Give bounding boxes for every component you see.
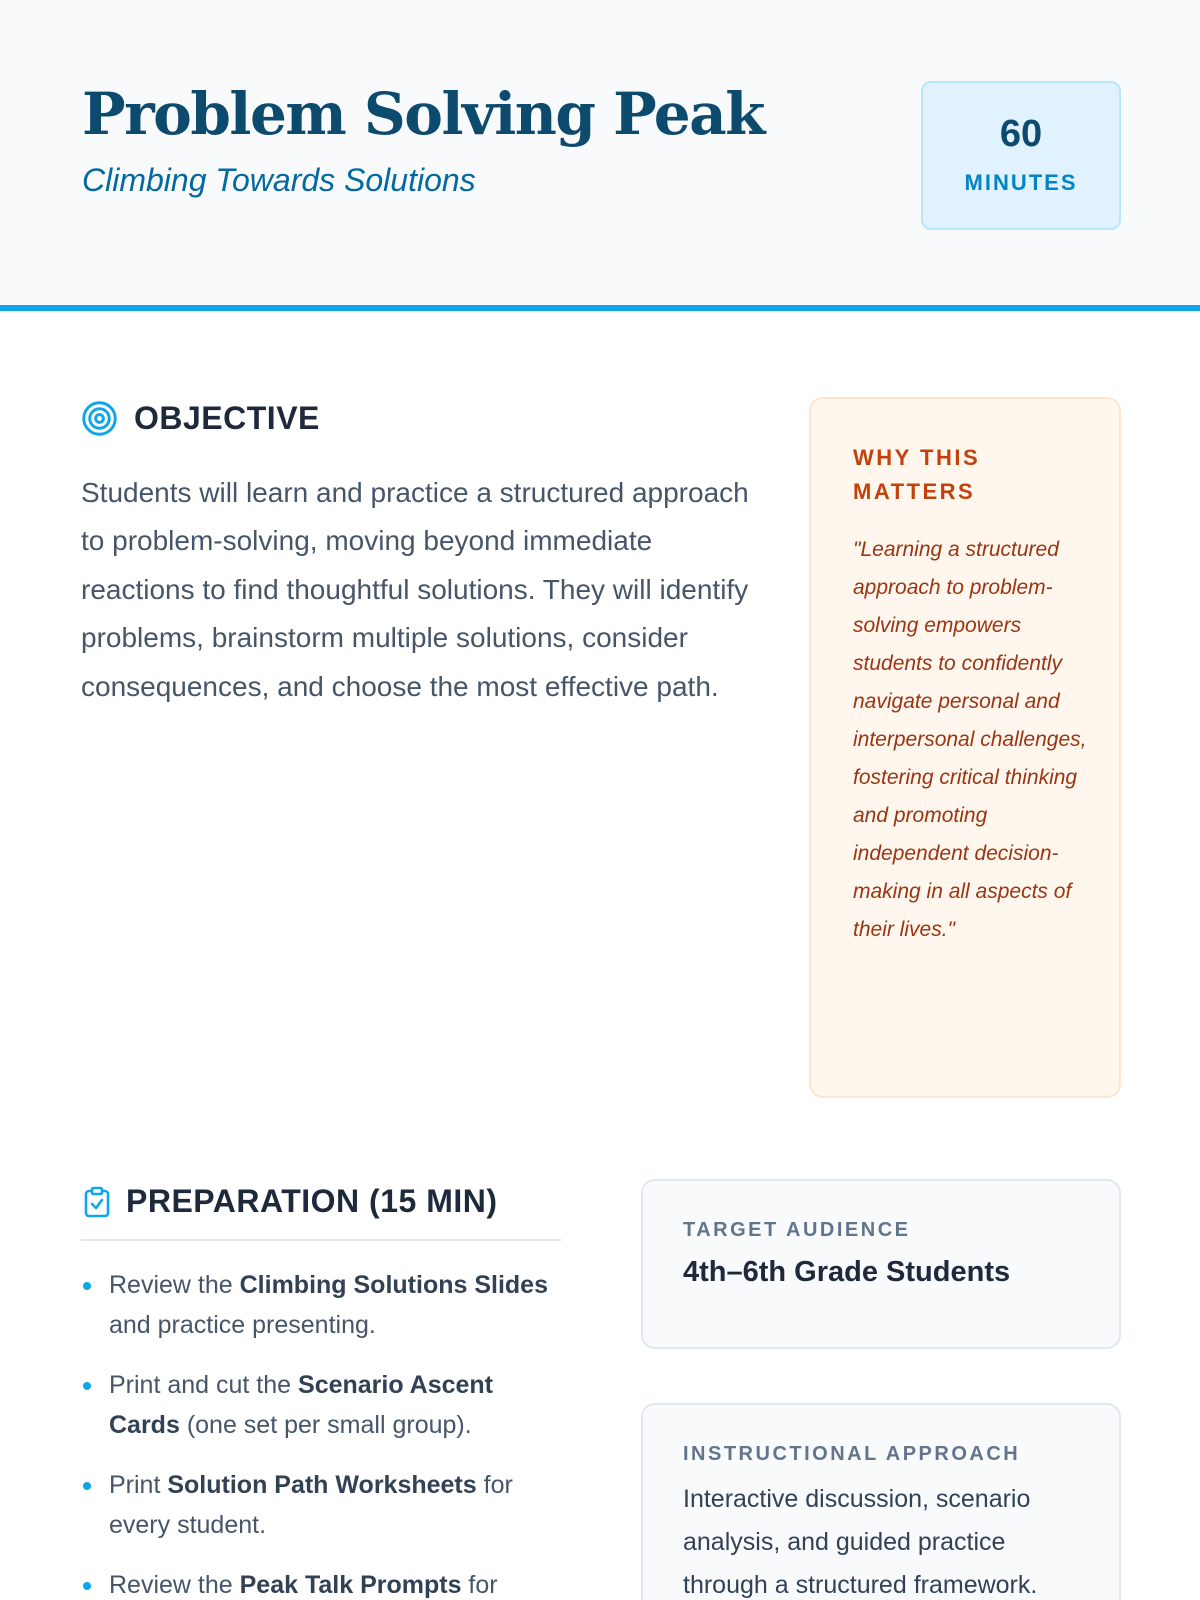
target-audience-value: 4th–6th Grade Students <box>683 1256 1011 1288</box>
duration-value: 60 <box>999 113 1043 155</box>
list-item: Review the Climbing Solutions Slides and practice presenting. <box>81 1265 561 1345</box>
target-audience-card <box>641 1179 1121 1349</box>
instructional-approach-card <box>641 1403 1121 1600</box>
preparation-list <box>81 1265 561 1600</box>
lesson-header <box>0 0 1200 311</box>
duration-unit: MINUTES <box>964 170 1078 195</box>
objective-text: Students will learn and practice a structured approach to problem-solving, moving beyond immediate reactions to find thoughtful solutions. They will identify problems, brainstorm multiple solutions, consider consequences, and choose the most effective path. <box>81 477 749 702</box>
page-subtitle: Climbing Towards Solutions <box>82 162 476 198</box>
target-icon <box>81 400 118 437</box>
list-item: Print and cut the Scenario Ascent Cards (one set per small group). <box>81 1365 561 1445</box>
list-item: Print Solution Path Worksheets for every student. <box>81 1465 561 1545</box>
list-item: Review the Peak Talk Prompts for <box>81 1565 561 1600</box>
preparation-divider <box>81 1239 561 1241</box>
page-title: Problem Solving Peak <box>82 80 764 148</box>
objective-title: OBJECTIVE <box>134 400 320 436</box>
preparation-heading <box>82 1183 498 1220</box>
preparation-title: PREPARATION (15 MIN) <box>126 1183 498 1219</box>
instructional-approach-text: Interactive discussion, scenario analysis, and guided practice through a structured framework. <box>683 1485 1038 1599</box>
target-audience-label: TARGET AUDIENCE <box>683 1219 911 1241</box>
clipboard-check-icon <box>82 1186 112 1218</box>
instructional-approach-label: INSTRUCTIONAL APPROACH <box>683 1443 1021 1465</box>
why-this-matters-card <box>809 397 1121 1098</box>
why-this-matters-title: WHY THIS MATTERS <box>853 445 981 504</box>
why-this-matters-quote: "Learning a structured approach to problem-solving empowers students to confidently navigate personal and interpersonal challenges, fostering critical thinking and promoting independent decision-making in all aspects of their lives." <box>853 538 1087 941</box>
objective-heading <box>81 400 320 437</box>
duration-badge <box>921 81 1121 230</box>
